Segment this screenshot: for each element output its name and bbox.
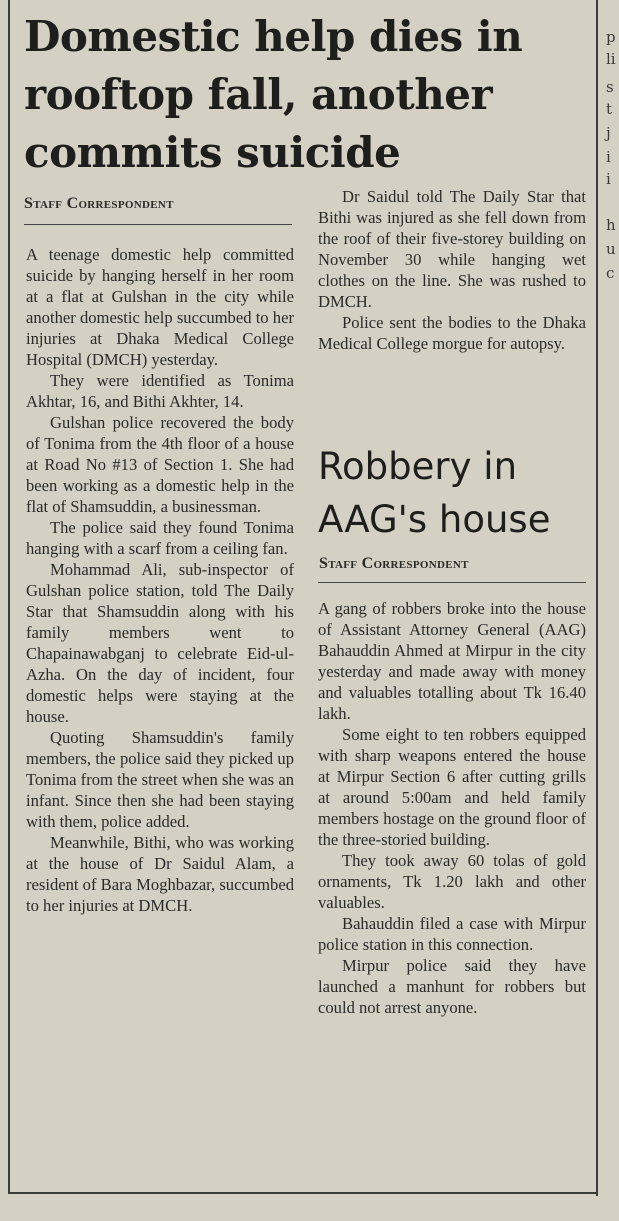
edge-letter: i xyxy=(606,148,611,166)
edge-letter: j xyxy=(606,124,611,142)
bottom-rule xyxy=(8,1192,598,1194)
article-paragraph: Quoting Shamsuddin's family members, the police said they picked up Tonima from the street when she was an infant. Since then she had been staying with them, police added. xyxy=(26,728,294,831)
article-paragraph: Some eight to ten robbers equipped with sharp weapons entered the house at Mirpur Section 6 after cutting grills at around 5:00am and held family members hostage on the ground floor of the three-storied building. xyxy=(318,725,586,849)
edge-letter: i xyxy=(606,170,611,188)
article-paragraph: Gulshan police recovered the body of Tonima from the 4th floor of a house at Road No #13 of Section 1. She had been working as a domestic help in the flat of Shamsuddin, a businessman. xyxy=(26,413,294,516)
article-paragraph: They were identified as Tonima Akhtar, 16, and Bithi Akhter, 14. xyxy=(26,371,294,411)
article-paragraph: A teenage domestic help committed suicide by hanging herself in her room at a flat at Gulshan in the city while another domestic help succumbed to her injuries at Dhaka Medical College Hospital (DMCH) yesterday. xyxy=(26,245,294,369)
article-paragraph: Mohammad Ali, sub-inspector of Gulshan police station, told The Daily Star that Shamsuddin along with his family members went to Chapainawabganj to celebrate Eid-ul-Azha. On the day of incident, four domestic helps were staying at the house. xyxy=(26,560,294,726)
article-paragraph: Dr Saidul told The Daily Star that Bithi was injured as she fell down from the roof of their five-storey building on November 30 while hanging wet clothes on the line. She was rushed to DMCH. xyxy=(318,187,586,311)
edge-letter: p xyxy=(606,28,616,46)
left-column-rule xyxy=(8,0,10,1194)
second-article-body xyxy=(318,598,586,1018)
article-body-column-1 xyxy=(26,244,294,1190)
article-paragraph: They took away 60 tolas of gold ornaments, Tk 1.20 lakh and other valuables. xyxy=(318,851,586,912)
edge-letter: s xyxy=(606,78,614,96)
article-paragraph: Meanwhile, Bithi, who was working at the house of Dr Saidul Alam, a resident of Bara Moghbazar, succumbed to her injuries at DMCH. xyxy=(26,833,294,915)
article-paragraph: Mirpur police said they have launched a manhunt for robbers but could not arrest anyone. xyxy=(318,956,586,1017)
article-byline: Staff Correspondent xyxy=(24,195,174,212)
edge-letter: c xyxy=(606,264,615,282)
edge-letter: h xyxy=(606,216,616,234)
second-article-headline: Robbery in AAG's house xyxy=(318,445,551,541)
article-paragraph: Police sent the bodies to the Dhaka Medical College morgue for autopsy. xyxy=(318,313,586,353)
edge-letter: li xyxy=(606,50,616,68)
article-paragraph: Bahauddin filed a case with Mirpur police station in this connection. xyxy=(318,914,586,954)
byline-divider xyxy=(318,582,586,583)
second-article-byline: Staff Correspondent xyxy=(319,555,469,572)
article-body-column-2 xyxy=(318,186,586,354)
edge-letter: t xyxy=(606,100,613,118)
article-paragraph: A gang of robbers broke into the house of Assistant Attorney General (AAG) Bahauddin Ahmed at Mirpur in the city yesterday and made away with money and valuables totalling about Tk 16.40 lakh. xyxy=(318,599,586,723)
article-headline: Domestic help dies in rooftop fall, another commits suicide xyxy=(24,12,523,177)
adjacent-column-edge xyxy=(598,0,619,1221)
edge-letter: u xyxy=(606,240,616,258)
byline-divider xyxy=(24,224,292,225)
article-paragraph: The police said they found Tonima hanging with a scarf from a ceiling fan. xyxy=(26,518,294,558)
